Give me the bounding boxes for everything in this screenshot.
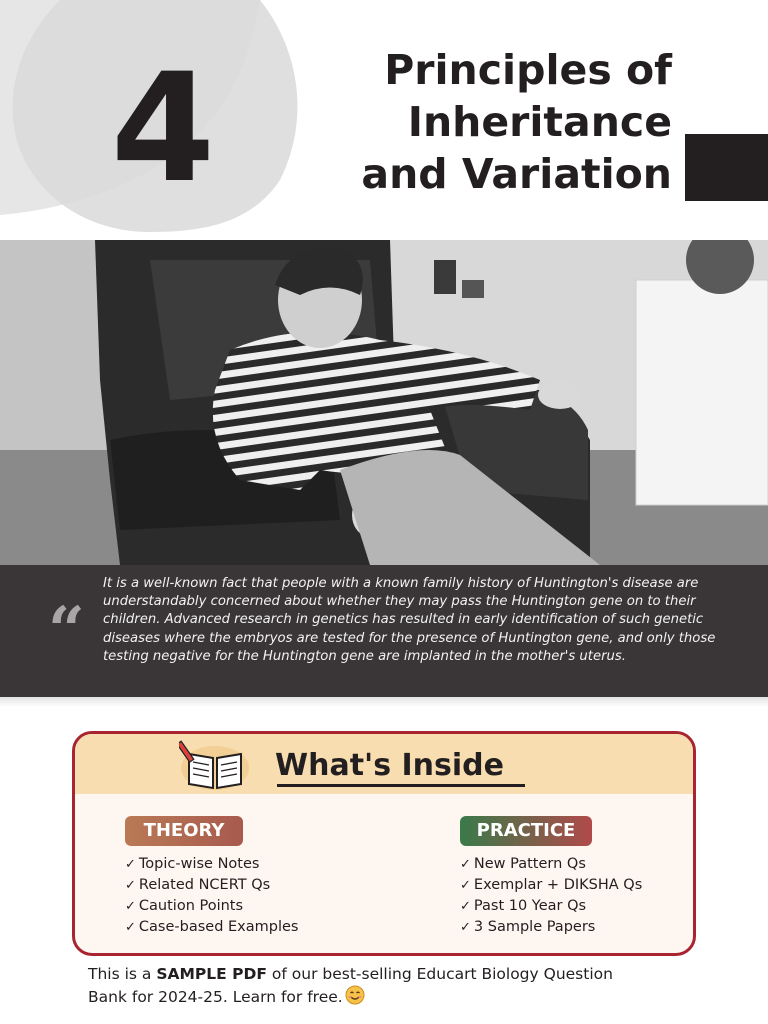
footer-text-before: This is a bbox=[88, 965, 157, 983]
whats-inside-underline bbox=[277, 784, 525, 787]
check-icon: ✓ bbox=[125, 920, 136, 935]
whats-inside-box bbox=[72, 731, 696, 956]
footer-text-after: of our best-selling Educart Biology Question Bank for 2024-25. Learn for free. bbox=[88, 965, 613, 1006]
chapter-photo bbox=[0, 240, 768, 565]
list-item: ✓ Case-based Examples bbox=[125, 919, 299, 935]
whats-inside-title: What's Inside bbox=[275, 748, 504, 783]
chapter-number: 4 bbox=[110, 42, 212, 216]
list-item: ✓ Past 10 Year Qs bbox=[460, 898, 587, 914]
footer-text-bold: SAMPLE PDF bbox=[156, 965, 267, 983]
check-icon: ✓ bbox=[460, 899, 471, 914]
list-item: ✓ Exemplar + DIKSHA Qs bbox=[460, 877, 643, 893]
check-icon: ✓ bbox=[460, 857, 471, 872]
sample-pdf-note bbox=[88, 964, 648, 1008]
list-item: ✓ Caution Points bbox=[125, 898, 244, 914]
chapter-title bbox=[272, 44, 672, 200]
check-icon: ✓ bbox=[125, 899, 136, 914]
chapter-tab-marker bbox=[685, 134, 768, 201]
shadow-divider bbox=[0, 697, 768, 707]
chapter-title-line-1: Principles of bbox=[384, 46, 672, 94]
chapter-header bbox=[0, 0, 768, 240]
photo-woman-in-armchair bbox=[0, 240, 768, 565]
list-item: ✓ Topic-wise Notes bbox=[125, 856, 260, 872]
check-icon: ✓ bbox=[460, 920, 471, 935]
quote-text: It is a well-known fact that people with a known family history of Huntington's disease are understandably concerned about whether they may pass the Huntington gene on to their children. Advanced research in genetics has resulted in early identification of such genetic diseases where the embryos are tested for the presence of Huntington gene, and only those testing negative for the Huntington gene are implanted in the mother's uterus. bbox=[103, 576, 716, 664]
theory-list bbox=[125, 854, 355, 938]
theory-label: THEORY bbox=[125, 816, 243, 846]
list-item: ✓ 3 Sample Papers bbox=[460, 919, 596, 935]
smiley-icon bbox=[345, 985, 365, 1005]
check-icon: ✓ bbox=[125, 857, 136, 872]
practice-label: PRACTICE bbox=[460, 816, 592, 846]
check-icon: ✓ bbox=[125, 878, 136, 893]
book-pencil-icon bbox=[179, 738, 251, 792]
quote-mark-icon: “ bbox=[48, 593, 85, 668]
list-item: ✓ New Pattern Qs bbox=[460, 856, 586, 872]
list-item: ✓ Related NCERT Qs bbox=[125, 877, 271, 893]
check-icon: ✓ bbox=[460, 878, 471, 893]
chapter-title-line-2: Inheritance bbox=[407, 98, 672, 146]
practice-list bbox=[460, 854, 690, 938]
chapter-title-line-3: and Variation bbox=[361, 150, 672, 198]
